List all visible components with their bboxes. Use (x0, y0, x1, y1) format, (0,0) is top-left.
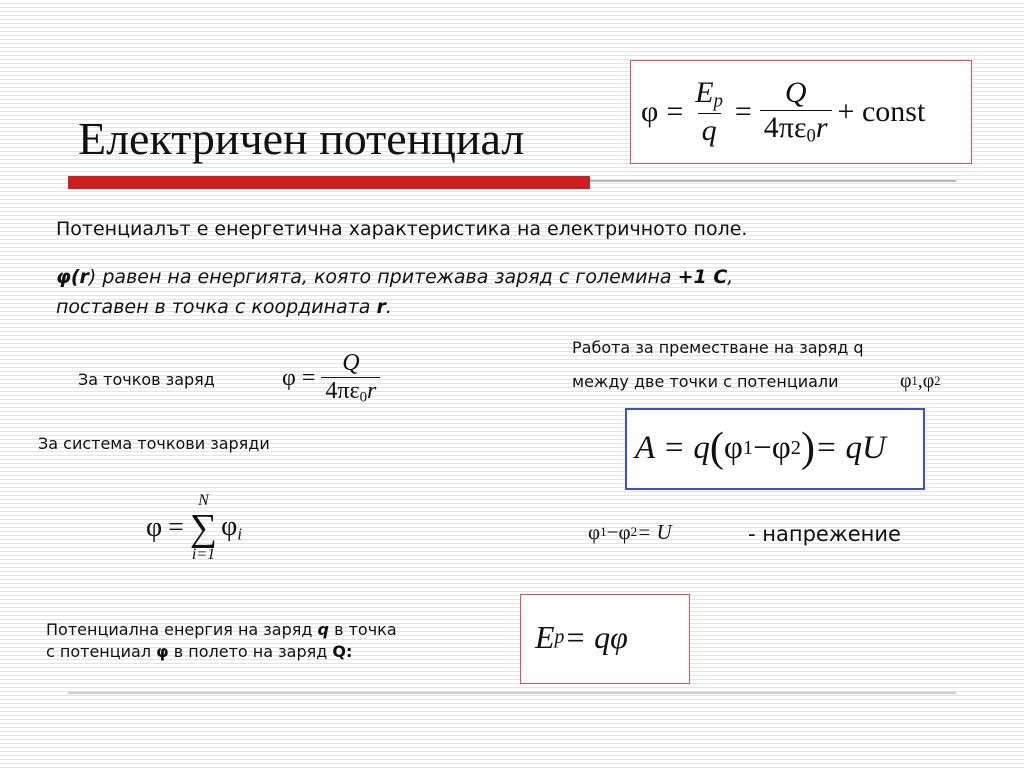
energy-formula: E p = qφ (535, 618, 628, 655)
energy-label-line-2: с потенциал φ в полето на заряд Q: (46, 642, 353, 661)
potential-definition-formula-box (630, 60, 972, 164)
work-formula: A = q ( φ 1 − φ 2 ) = qU (635, 425, 886, 471)
voltage-formula: φ 1 − φ 2 = U (588, 519, 672, 544)
definition-line-3: поставен в точка с координата r. (56, 296, 392, 318)
work-label-line-2: между две точки с потенциали (572, 372, 839, 391)
definition-line-2: φ(r) равен на енергията, която притежава заряд с големина +1 C, (56, 266, 734, 288)
potential-definition-formula: φ = $\frac{E_p}{q}$ = $\frac{Q}{4\pi\varepsilon_0r}$ + const (641, 76, 926, 147)
system-of-charges-label: За система точкови заряди (38, 434, 270, 453)
page-title: Електричен потенциал (78, 113, 525, 164)
title-underline-gray (590, 180, 956, 182)
coulomb-fraction: $\frac{Q}{4\pi\varepsilon_0r}$ (760, 76, 832, 148)
work-label-line-1: Работа за преместване на заряд q (572, 338, 864, 357)
superposition-formula: φ = N ∑ i=1 $\varphi_i$ (146, 492, 243, 563)
definition-line-1: Потенциалът е енергетична характеристика на електричното поле. (56, 218, 748, 240)
energy-formula-box (520, 594, 690, 684)
point-charge-formula: φ = $\frac{Q}{4\pi\varepsilon_0r}$ (282, 342, 380, 414)
point-charge-label: За точков заряд (78, 370, 215, 389)
phi-symbol: φ (641, 95, 659, 128)
title-underline-red (68, 176, 590, 189)
energy-over-charge-fraction: $\frac{E_p}{q}$ (695, 76, 723, 147)
voltage-label: - напрежение (748, 522, 901, 546)
two-potentials: φ 1 , φ 2 (900, 369, 941, 392)
work-formula-box (625, 408, 925, 490)
energy-label-line-1: Потенциална енергия на заряд q в точка (46, 620, 397, 639)
bottom-divider (68, 692, 956, 694)
